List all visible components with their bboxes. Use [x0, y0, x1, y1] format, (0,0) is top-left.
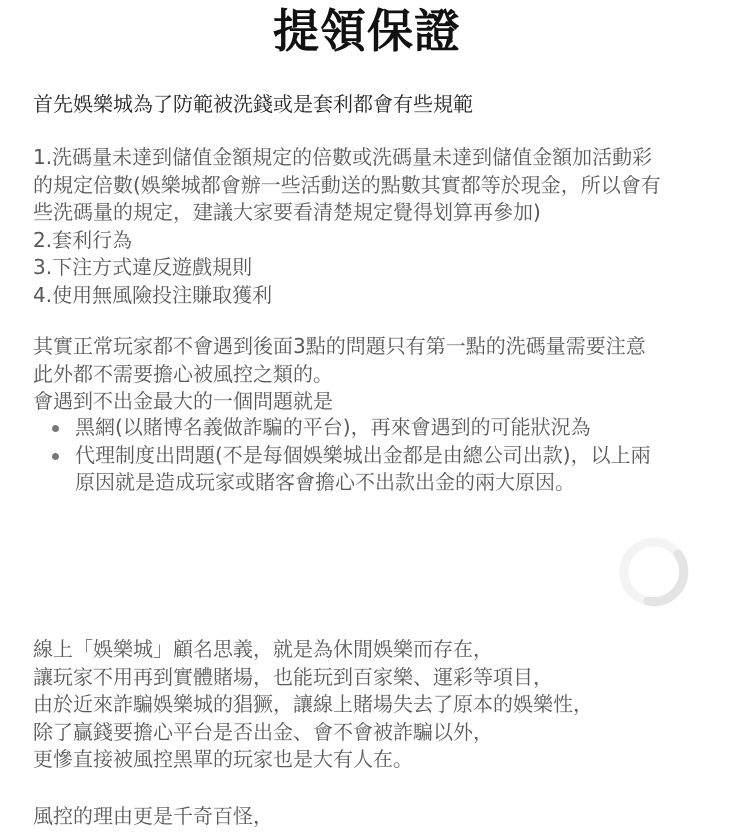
note-line: 會遇到不出金最大的一個問題就是 [33, 389, 333, 413]
last-line: 風控的理由更是千奇百怪， [33, 804, 273, 828]
bullet-dot-icon [52, 425, 59, 432]
rule-line: 2.套利行為 [33, 227, 133, 252]
closing-line: 線上「娛樂城」顧名思義，就是為休閒娛樂而存在， [33, 637, 493, 661]
loading-spinner-icon [612, 530, 696, 614]
rule-line: 4.使用無風險投注賺取獲利 [33, 282, 273, 307]
bullet-dot-icon [52, 453, 59, 460]
bullet-item [0, 442, 651, 497]
closing-paragraph [33, 636, 593, 774]
bullet-line: 代理制度出問題(不是每個娛樂城出金都是由總公司出款)，以上兩 [75, 442, 651, 467]
notes-paragraph [33, 333, 646, 416]
page-title: 提領保證 [273, 4, 461, 58]
bullet-line: 黑網(以賭博名義做詐騙的平台)，再來會遇到的可能狀況為 [75, 415, 591, 439]
reasons-bullet-list [0, 414, 651, 497]
rule-line: 的規定倍數(娛樂城都會辦一些活動送的點數其實都等於現金，所以會有 [33, 172, 661, 197]
closing-line: 由於近來詐騙娛樂城的猖獗，讓線上賭場失去了原本的娛樂性， [33, 692, 593, 716]
note-line: 其實正常玩家都不會遇到後面3點的問題只有第一點的洗碼量需要注意 [33, 334, 646, 358]
rule-line: 3.下注方式違反遊戲規則 [33, 255, 253, 279]
note-line: 此外都不需要擔心被風控之類的。 [33, 361, 333, 386]
rule-line: 些洗碼量的規定，建議大家要看清楚規定覺得划算再參加) [33, 200, 541, 224]
bullet-line: 原因就是造成玩家或賭客會擔心不出款出金的兩大原因。 [75, 470, 575, 494]
rule-line: 1.洗碼量未達到儲值金額規定的倍數或洗碼量未達到儲值金額加活動彩 [33, 145, 653, 169]
rules-list [33, 144, 661, 309]
closing-line: 除了贏錢要擔心平台是否出金、會不會被詐騙以外， [33, 719, 493, 744]
closing-line: 更慘直接被風控黑單的玩家也是大有人在。 [33, 747, 413, 771]
bullet-item [0, 414, 651, 442]
closing-line: 讓玩家不用再到實體賭場，也能玩到百家樂、運彩等項目， [33, 664, 553, 689]
intro-paragraph: 首先娛樂城為了防範被洗錢或是套利都會有些規範 [33, 92, 473, 116]
